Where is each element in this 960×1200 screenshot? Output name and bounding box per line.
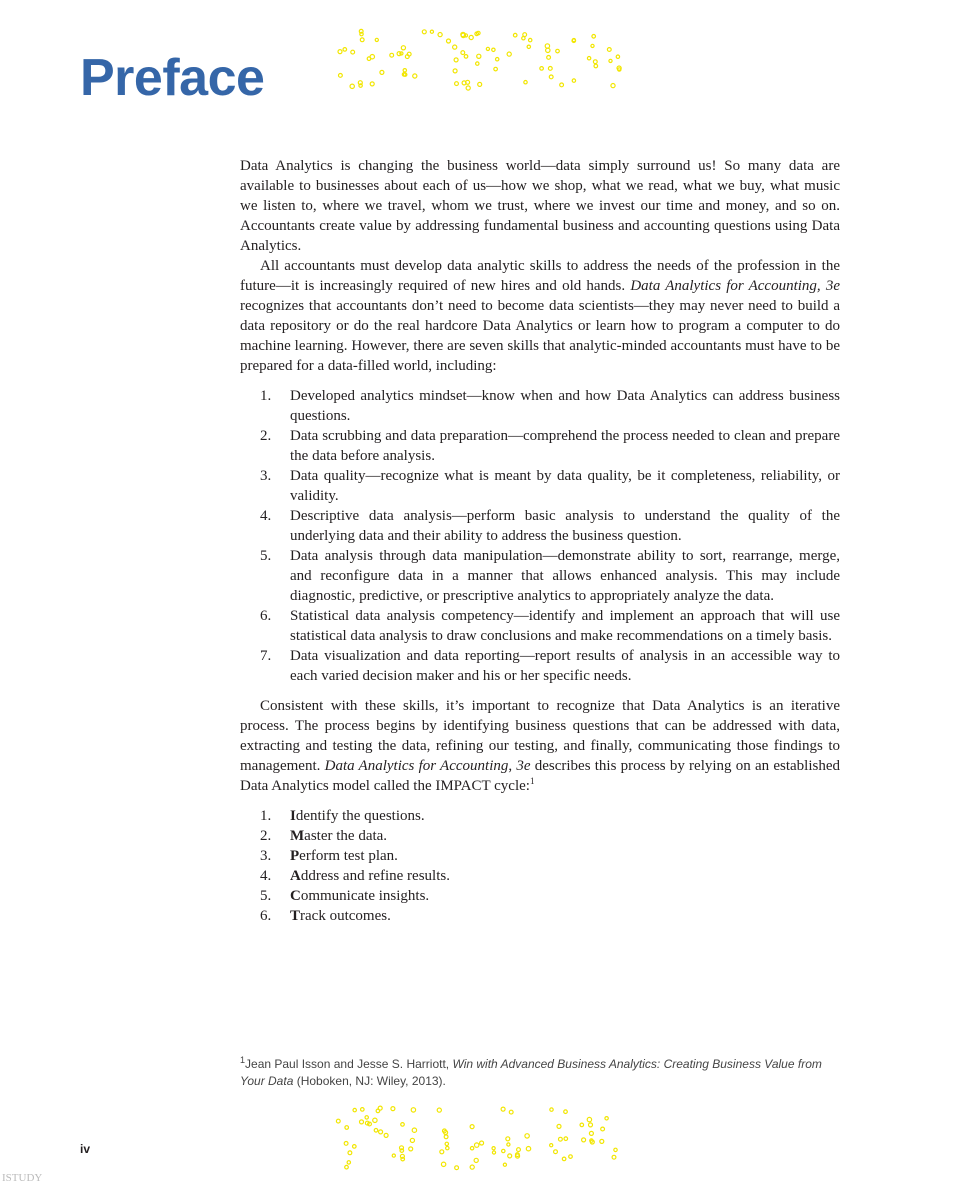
decorative-dot: [345, 1126, 349, 1130]
decorative-dot: [580, 1123, 584, 1127]
decorative-dot: [470, 1165, 474, 1169]
decorative-dot: [496, 58, 499, 61]
decorative-dot: [345, 1165, 349, 1169]
skills-list: [240, 386, 840, 686]
decorative-dot: [370, 82, 374, 86]
decorative-dot: [374, 1129, 378, 1133]
list-item: 5. Communicate insights.: [260, 888, 430, 904]
decorative-dot: [513, 33, 517, 37]
decorative-dot: [403, 69, 406, 72]
decorative-dot: [447, 39, 451, 43]
decorative-dot: [522, 37, 525, 40]
list-item: 4. Descriptive data analysis—perform basic analysis to understand the quality of the underlying data and their ability to address the business question.: [260, 508, 840, 544]
decorative-dot: [455, 82, 459, 86]
decorative-dot: [560, 83, 564, 87]
decorative-dot: [614, 1148, 617, 1151]
watermark: ISTUDY: [2, 1172, 43, 1184]
list-item: 7. Data visualization and data reporting—report results of analysis in an accessible way to each varied decision maker and his or her specific needs.: [260, 648, 840, 684]
decorative-dot: [609, 59, 612, 62]
decorative-dot: [589, 1123, 593, 1127]
decorative-dot: [410, 1138, 414, 1142]
list-item: 6. Track outcomes.: [260, 908, 391, 924]
list-item: 3. Perform test plan.: [260, 848, 398, 864]
decorative-dot: [503, 1163, 506, 1166]
decorative-dot: [554, 1150, 558, 1154]
decorative-dot: [401, 46, 405, 50]
decorative-dot: [501, 1107, 505, 1111]
decorative-dot: [365, 1116, 368, 1119]
decorative-dot: [455, 1166, 459, 1170]
decorative-dot: [470, 1147, 473, 1150]
decorative-dot: [492, 1147, 495, 1150]
decorative-dot: [380, 70, 384, 74]
paragraph-skills-intro: All accountants must develop data analytic skills to address the needs of the profession in the future—it is increasingly required of new hires and old hands. Data Analytics for Accounting, 3e recognizes that accountants don’t need to become data scientists—they may never need to build a data repository or do the real hardcore Data Analytics or learn how to program a computer to do machine learning. However, there are seven skills that analytic-minded accountants must have to be prepared for a data-filled world, including:: [240, 258, 840, 374]
decorative-dot: [412, 1128, 416, 1132]
decorative-dot: [373, 1118, 377, 1122]
decorative-dot: [547, 56, 551, 60]
decorative-dot: [411, 1108, 415, 1112]
decorative-dot: [572, 39, 576, 43]
decorative-dot: [476, 62, 479, 65]
decorative-dot: [556, 49, 560, 53]
list-item: 2. Master the data.: [260, 828, 388, 844]
decorative-dot: [466, 86, 470, 90]
decorative-dot: [445, 1142, 448, 1145]
decorative-dot: [611, 84, 615, 88]
decorative-dot: [391, 1107, 395, 1111]
decorative-dot: [409, 1147, 413, 1151]
impact-cycle-list: [240, 806, 840, 926]
decorative-dot: [470, 1125, 474, 1129]
decorative-dot: [361, 1108, 365, 1112]
decorative-dot: [350, 84, 354, 88]
decorative-dot: [540, 67, 544, 71]
decorative-dot: [529, 38, 532, 41]
decorative-dot: [353, 1145, 357, 1149]
footnote-book-title: Win with Advanced Business Analytics: Creating Business Value from Your Data: [240, 1057, 822, 1088]
decorative-dot: [384, 1133, 388, 1137]
list-item: 2. Data scrubbing and data preparation—comprehend the process needed to clean and prepare the data before analysis.: [260, 428, 840, 464]
decorative-dot: [351, 50, 355, 54]
page-title: Preface: [80, 49, 265, 107]
decorative-dot: [422, 30, 426, 34]
decorative-dot: [507, 52, 511, 56]
footnote: $^1$Jean Paul Isson and Jesse S. Harriott, Win with Advanced Business Analytics: Creating Business Value from Your Data (Hoboken, NJ: Wiley, 2013).: [240, 1055, 822, 1088]
book-title-italic: Data Analytics for Accounting, 3e: [630, 278, 840, 294]
decorative-dot: [401, 1123, 405, 1127]
decorative-dot: [336, 1119, 340, 1123]
decorative-dot: [549, 75, 553, 79]
list-item: 1. Identify the questions.: [260, 808, 425, 824]
decorative-dot: [390, 53, 394, 57]
decorative-dot: [591, 44, 594, 47]
decorative-dot: [557, 1124, 561, 1128]
decorative-dot: [353, 1108, 356, 1111]
decorative-dot: [348, 1151, 352, 1155]
decorative-dot: [360, 32, 363, 35]
decorative-dot: [401, 1157, 405, 1161]
decorative-dot: [438, 33, 442, 37]
footnote-marker[interactable]: 1: [529, 776, 535, 786]
decorative-dots-top: [330, 26, 630, 96]
decorative-dot: [407, 52, 411, 56]
decorative-dot: [564, 1110, 568, 1114]
decorative-dot: [469, 35, 473, 39]
decorative-dots-bottom: [330, 1104, 630, 1174]
decorative-dot: [600, 1139, 604, 1143]
decorative-dot: [607, 48, 611, 52]
decorative-dot: [413, 74, 417, 78]
edition-italic: 3e: [516, 758, 531, 774]
decorative-dot: [440, 1150, 444, 1154]
decorative-dot: [525, 1134, 529, 1138]
decorative-dot: [492, 1151, 495, 1154]
book-title-italic: Data Analytics for Accounting: [324, 758, 509, 774]
decorative-dot: [441, 1162, 445, 1166]
decorative-dot: [562, 1157, 566, 1161]
decorative-dot: [524, 81, 527, 84]
decorative-dot: [367, 57, 371, 61]
list-item: 1. Developed analytics mindset—know when and how Data Analytics can address business questions.: [260, 388, 840, 424]
decorative-dot: [517, 1148, 521, 1152]
decorative-dot: [392, 1154, 395, 1157]
decorative-dot: [605, 1117, 608, 1120]
decorative-dot: [360, 38, 364, 42]
decorative-dot: [400, 1149, 404, 1153]
decorative-dot: [492, 48, 495, 51]
decorative-dot: [569, 1155, 573, 1159]
decorative-dot: [508, 1154, 512, 1158]
decorative-dot: [601, 1127, 605, 1131]
decorative-dot: [478, 82, 482, 86]
decorative-dot: [564, 1137, 568, 1141]
decorative-dot: [587, 57, 590, 60]
list-item: 5. Data analysis through data manipulation—demonstrate ability to sort, rearrange, merge, and reconfigure data in a manner that allows enhanced analysis. This may include diagnostic, predictive, or prescriptive analytics to appropriately analyze the data.: [260, 548, 840, 604]
list-item: 3. Data quality—recognize what is meant by data quality, be it completeness, reliability, or validity.: [260, 468, 840, 504]
decorative-dot: [454, 58, 458, 62]
decorative-dot: [359, 84, 362, 87]
decorative-dot: [582, 1138, 586, 1142]
decorative-dot: [550, 1108, 553, 1111]
decorative-dot: [464, 55, 468, 59]
decorative-dot: [444, 1135, 448, 1139]
list-item: 4. Address and refine results.: [260, 868, 450, 884]
decorative-dot: [430, 30, 433, 33]
decorative-dot: [446, 1146, 449, 1149]
decorative-dot: [379, 1130, 383, 1134]
decorative-dot: [347, 1161, 350, 1164]
decorative-dot: [339, 74, 343, 78]
decorative-dot: [527, 45, 530, 48]
decorative-dot: [453, 45, 457, 49]
decorative-dot: [475, 1143, 479, 1147]
decorative-dot: [612, 1155, 616, 1159]
decorative-dot: [589, 1131, 593, 1135]
decorative-dot: [480, 1141, 484, 1145]
decorative-dot: [616, 55, 619, 58]
decorative-dot: [592, 35, 596, 39]
decorative-dot: [474, 1158, 478, 1162]
decorative-dot: [593, 60, 597, 64]
decorative-dot: [338, 50, 342, 54]
decorative-dot: [344, 1142, 348, 1146]
list-item: 6. Statistical data analysis competency—identify and implement an approach that will use statistical data analysis to draw conclusions and make recommendations on a timely basis.: [260, 608, 840, 644]
decorative-dot: [618, 68, 621, 71]
decorative-dot: [559, 1137, 563, 1141]
page-number: iv: [80, 1142, 91, 1156]
decorative-dot: [587, 1117, 591, 1121]
decorative-dot: [486, 47, 489, 50]
decorative-dot: [594, 64, 598, 68]
decorative-dot: [453, 69, 457, 73]
decorative-dot: [526, 1147, 530, 1151]
decorative-dot: [343, 48, 347, 52]
decorative-dot: [477, 54, 481, 58]
decorative-dot: [507, 1143, 510, 1146]
decorative-dot: [550, 1144, 553, 1147]
preface-body: [240, 156, 840, 926]
decorative-dot: [461, 51, 465, 55]
decorative-dot: [360, 1120, 364, 1124]
decorative-dot: [509, 1110, 513, 1114]
decorative-dot: [376, 1109, 380, 1113]
decorative-dot: [494, 67, 498, 71]
decorative-dot: [572, 79, 575, 82]
decorative-dot: [502, 1149, 505, 1152]
decorative-dot: [548, 67, 552, 71]
decorative-dot: [375, 38, 378, 41]
paragraph-intro: Data Analytics is changing the business world—data simply surround us! So many data are available to businesses about each of us—how we shop, what we read, what we buy, what music we listen to, where we travel, whom we trust, where we invest our time and money, and so on. Accountants create value by addressing fundamental business and accounting questions using Data Analytics.: [240, 158, 840, 254]
decorative-dot: [506, 1137, 510, 1141]
decorative-dot: [437, 1108, 441, 1112]
paragraph-impact-intro: Consistent with these skills, it’s important to recognize that Data Analytics is an iterative process. The process begins by identifying business questions that can be addressed with data, extracting and testing the data, refining our testing, and finally, communicating those findings to management. Data Analytics for Accounting, 3e describes this process by relying on an established Data Analytics model called the IMPACT cycle:$^1$: [240, 698, 841, 794]
